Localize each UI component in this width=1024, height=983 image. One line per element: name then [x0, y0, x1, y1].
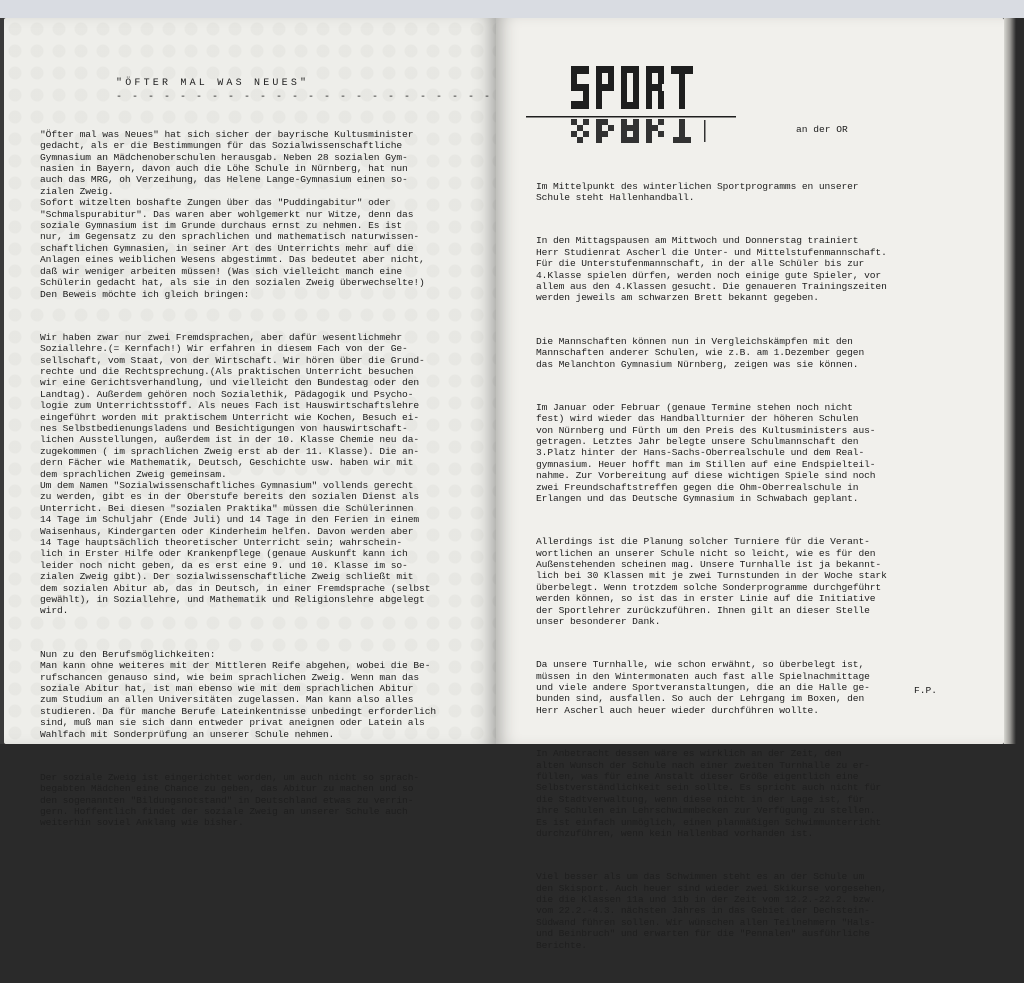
article-title: "ÖFTER MAL WAS NEUES" — [116, 78, 310, 89]
paragraph-matches: Die Mannschaften können nun in Vergleichskämpfen mit den Mannschaften anderer Schulen, wie z.B. am 1.Dezember gegen das Melanchton Gymnasium Nürnberg, zeigen was sie können. — [536, 335, 865, 370]
paragraph-conclusion: Der soziale Zweig ist eingerichtet worden, um auch nicht so sprach- begabten Mädchen eine Chance zu geben, das Abitur zu machen und so den sogenannten "Bildungsnotstand" in Deutschland etwas zu verrin- gern. Hoffentlich findet der soziale Zweig an unserer Schule auch weiterhin soviel Anklang wie bisher. — [40, 771, 420, 829]
paragraph-careers: Nun zu den Berufsmöglichkeiten: Man kann ohne weiteres mit der Mittleren Reife abgehen, wobei die Be- rufschancen genauso sind, wie beim sprachlichen Zweig. Wenn man das soziale Abitur hat, ist man ebenso wie mit dem sprachlichen Abitur zum Studium an allen Universitäten zugelassen. Man kann also alles studieren. Da für manche Berufe Lateinkentnisse unbedingt erforderlich sind, muß man sie sich dann entweder privat aneignen oder Latein als Wahlfach mit Sonderprüfung an unserer Schule nehmen. — [40, 648, 437, 740]
booklet-spread — [0, 18, 1024, 951]
paragraph-planning: Allerdings ist die Planung solcher Turniere für die Verant- wortlichen an unserer Schule nicht so leicht, wie es für den Außenstehenden scheinen mag. Unsere Turnhalle ist ja bekannt- lich bei 30 Klassen mit je zwei Turnstunden in der Woche stark überbelegt. Wenn trotzdem solche Sonderprogramme durchgeführt werden können, so ist das in erster Linie auf die Initiative der Sportlehrer zurückzuführen. Ihnen gilt an dieser Stelle unser besonderer Dank. — [536, 536, 887, 628]
paragraph-tournament: Im Januar oder Februar (genaue Termine stehen noch nicht fest) wird wieder das Handballturnier der höheren Schulen von Nürnberg und Fürth um den Preis des Kultusministers aus- getragen. Letztes Jahr belegte unsere Schulmannschaft den 3.Platz hinter der Hans-Sachs-Oberrealschule und dem Real- gymnasium. Heuer hofft man im Stillen auf eine Endspielteil- nahme. Zur Vorbereitung auf diese wichtigen Spiele sind noch zwei Freundschaftstreffen gegen die Ohm-Oberrealschule in Erlangen und das Deutsche Gymnasium in Schwabach geplant. — [536, 401, 876, 504]
sport-logo-graphic — [526, 48, 746, 153]
paragraph-gym-overbooked: Da unsere Turnhalle, wie schon erwähnt, so überbelegt ist, müssen in den Wintermonaten auch fast alle Spielnachmittage und viele andere Sportveranstaltungen, die an die Halle ge- bunden sind, ausfallen. So auch der Lehrgang im Boxen, den Herr Ascherl auch heuer wieder durchführen wollte. — [536, 659, 870, 716]
paragraph-subjects: Wir haben zwar nur zwei Fremdsprachen, aber dafür wesentlichmehr Soziallehre.(= Kernfach!) Wir erfahren in diesem Fach von der Ge- sellschaft, vom Staat, von der Wirtschaft. Wir hören über die Grund- rechte und die Rechtsprechung.(Als praktischen Unterricht besuchen wir eine Gerichtsverhandlung, und vielleicht den Bundestag oder den Landtag). Außerdem gehören noch Sozialethik, Pädagogik und Psycho- logie zum Unterrichtsstoff. Als neues Fach ist Hauswirtschaftslehre eingeführt worden mit praktischem Unterricht wie Kochen, Besuch ei- nes Selbstbedienungsladens und Besichtigungen von hauswirtschaft- lichen Ausstellungen, außerdem ist in der 10. Klasse Chemie neu da- zugekommen ( im sprachlichen Zweig erst ab der 11. Klasse). Die an- dern Fächer wie Mathematik, Deutsch, Geschichte usw. haben wir mit dem sprachlichen Zweig gemeinsam. Um dem Namen "Sozialwissenschaftliches Gymnasium" vollends gerecht zu werden, gibt es in der Oberstufe bereits den sozialen Dienst als Unterricht. Bei diesen "sozialen Praktika" müssen die Schülerinnen 14 Tage im Schuljahr (Ende Juli) und 14 Tage in den Ferien in einem Waisenhaus, Kindergarten oder Kinderheim helfen. Davon werden aber 14 Tage hauptsächlich theoretischer Unterricht sein; wahrschein- lich in Erster Hilfe oder Krankenpflege (genaue Auskunft kann ich leider noch nicht geben, da es erst eine 9. und 10. Klasse im so- zialen Zweig gibt). Der sozialwissenschaftliche Zweig schließt mit dem sozialen Abitur ab, das in Deutsch, in einer Fremdsprache (selbst gewählt), in Soziallehre, und Mathematik und Religionslehre abgelegt wird. — [40, 331, 431, 617]
paragraph-handball-intro: Im Mittelpunkt des winterlichen Sportprogramms en unserer Schule steht Hallenhandball. — [536, 180, 859, 204]
left-article-body — [40, 106, 480, 861]
title-underline: - - - - - - - - - - - - - - - - - - - - - - - - — [116, 92, 493, 103]
paragraph-intro: "Öfter mal was Neues" hat sich sicher der bayrische Kultusminister gedacht, als er die Bestimmungen für das Sozialwissenschaftliche Gymnasium an Mädchenoberschulen herausgab. Neben 28 sozialen Gym- nasien in Bayern, davon auch die Löhe Schule in Nürnberg, hat nun auch das MRG, oh Verzeihung, das Helene Lange-Gymnasium einen so- zialen Zweig. Sofort witzelten boshafte Zungen über das "Puddingabitur" oder "Schmalspurabitur". Das waren aber wohlgemerkt nur Witze, denn das soziale Gymnasium ist im Grunde durchaus ernst zu nehmen. Es ist nur, im Gegensatz zu den sprachlichen und mathematisch naturwissen- schaftlichen Gymnasien, in seiner Art des Unterrichts mehr auf die Anlagen eines weiblichen Wesens abgestimmt. Das bedeutet aber nicht, daß wir weniger arbeiten müssen! (Was sich vielleicht manch eine Schülerin gedacht hat, als sie in den sozialen Zweig überwechselte!) Den Beweis möchte ich gleich bringen: — [40, 128, 425, 300]
signature: F.P. — [914, 685, 938, 696]
byline: an der OR — [796, 124, 848, 135]
right-article-body — [536, 158, 966, 983]
page-edge — [1004, 18, 1024, 744]
paragraph-skiing: Viel besser als um das Schwimmen steht es an der Schule um den Skisport. Auch heuer sind wieder zwei Skikurse vorgesehen, die die Klassen 11a und 11b in der Zeit vom 12.2.-22.2. bzw. vom 22.2.-4.3. nächsten Jahres in das Gebiet der Dechstein- Südwand führen sollen. Wir wünschen allen Teilnehmern "Hals- und Beinbruch" und erwarten für die "Pennalen" ausführliche Berichte. — [536, 871, 887, 951]
paragraph-second-gym: In Anbetracht dessen wäre es wirklich an der Zeit, den alten Wunsch der Schule nach einer zweiten Turnhalle zu er- füllen, was für eine Anstalt dieser Größe eigentlich eine Selbstverständlichkeit sein sollte. Es spricht auch nicht für die Stadtverwaltung, wenn diese nicht in der Lage ist, für ihre Schulen ein Lehrschwimmbecken zur Verfügung zu stellen. Es ist einfach unmöglich, einen planmäßigen Schwimmunterricht durchzuführen, wenn kein Hallenbad vorhanden ist. — [536, 748, 882, 839]
sport-logo — [526, 48, 746, 158]
right-page — [496, 18, 1004, 951]
left-page — [4, 18, 496, 829]
top-background-strip — [0, 0, 1024, 18]
paragraph-training: In den Mittagspausen am Mittwoch und Donnerstag trainiert Herr Studienrat Ascherl die Unter- und Mittelstufenmannschaft. Für die Unterstufenmannschaft, in der alle Schüler bis zur 4.Klasse spielen dürfen, werden noch einige gute Spieler, vor allem aus den 4.Klassen gesucht. Die genaueren Trainingszeiten werden jeweils am schwarzen Brett bekannt gegeben. — [536, 235, 887, 304]
